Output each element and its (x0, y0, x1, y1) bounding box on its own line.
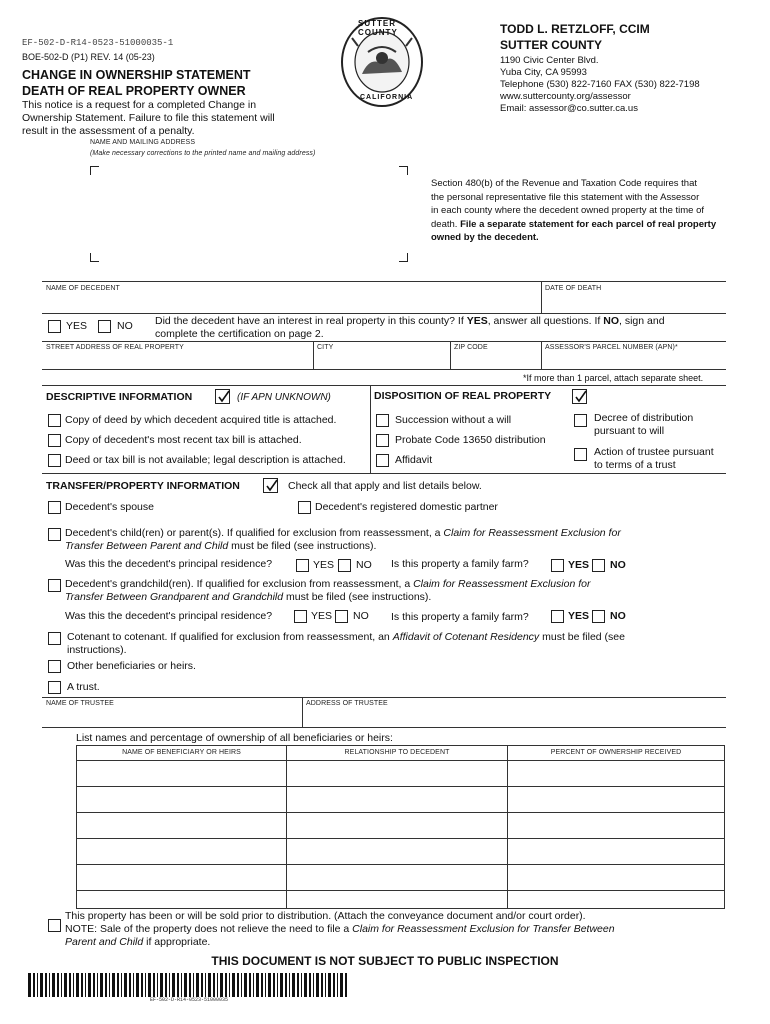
grandchild-farm-no-checkbox[interactable] (592, 610, 605, 623)
transfer-instruction: Check all that apply and list details below. (288, 480, 482, 492)
grandchild-residence-yes-label: YES (311, 610, 333, 622)
domestic-partner-label: Decedent's registered domestic partner (315, 501, 498, 513)
mailing-address-label: NAME AND MAILING ADDRESS (90, 139, 196, 146)
corner-mark (399, 166, 408, 175)
child-text: Decedent's child(ren) or parent(s). If qualified for exclusion from reassessment, a (65, 527, 444, 539)
grandchild-residence-yes-checkbox[interactable] (294, 610, 307, 623)
decree-label (594, 412, 693, 438)
deed-attached-checkbox[interactable] (48, 414, 61, 427)
succession-checkbox[interactable] (376, 414, 389, 427)
child-residence-no-checkbox[interactable] (338, 559, 351, 572)
corner-mark (90, 253, 99, 262)
form-title-line2: DEATH OF REAL PROPERTY OWNER (22, 84, 246, 98)
child-residence-yes-checkbox[interactable] (296, 559, 309, 572)
decree-checkbox[interactable] (574, 414, 587, 427)
barcode-text: EF-502-D-R14-0523-51000035 (150, 997, 229, 1003)
succession-label: Succession without a will (395, 414, 512, 426)
grandchild-farm-yes-checkbox[interactable] (551, 610, 564, 623)
child-italic: Claim for Reassessment Exclusion for (443, 527, 621, 539)
legal-description-label: Deed or tax bill is not available; legal description is attached. (65, 454, 346, 466)
zip-code-field[interactable] (454, 353, 538, 367)
section-480-line: owned by the decedent. (431, 232, 539, 243)
trustee-address-label: ADDRESS OF TRUSTEE (306, 700, 388, 707)
apn-label: ASSESSOR'S PARCEL NUMBER (APN)* (545, 344, 678, 351)
question-bold: YES (466, 315, 488, 327)
interest-no-label: NO (117, 320, 133, 332)
form-number: BOE-502-D (P1) REV. 14 (05-23) (22, 52, 155, 62)
mailing-address-sublabel: (Make necessary corrections to the printed name and mailing address) (90, 150, 316, 157)
sold-line (65, 923, 730, 936)
cotenant-italic: Affidavit of Cotenant Residency (392, 631, 540, 643)
checkmark-icon (217, 390, 230, 403)
child-farm-no-checkbox[interactable] (592, 559, 605, 572)
assessor-website: www.suttercounty.org/assessor (500, 91, 631, 102)
domestic-partner-checkbox[interactable] (298, 501, 311, 514)
corner-mark (90, 166, 99, 175)
grandchild-text: Decedent's grandchild(ren). If qualified for exclusion from reassessment, a (65, 578, 414, 590)
trustee-name-field[interactable] (46, 710, 298, 725)
grandchild-italic: Claim for Reassessment Exclusion for (413, 578, 591, 590)
grandchild-residence-no-label: NO (353, 610, 369, 622)
sold-prior-label (65, 910, 730, 949)
cotenant-text: instructions). (67, 644, 127, 656)
child-parent-checkbox[interactable] (48, 528, 61, 541)
sold-text: NOTE: Sale of the property does not relieve the need to file a (65, 923, 353, 935)
child-text: must be filed (see instructions). (228, 540, 377, 552)
trustee-action-line: to terms of a trust (594, 459, 676, 471)
mailing-address-box[interactable] (90, 166, 408, 262)
notice-line: result in the assessment of a penalty. (22, 125, 195, 137)
assessor-contact (500, 55, 700, 115)
spouse-label: Decedent's spouse (65, 501, 154, 513)
child-residence-no-label: NO (356, 559, 372, 571)
interest-yes-label: YES (66, 320, 88, 332)
assessor-phone: Telephone (530) 822-7160 FAX (530) 822-7198 (500, 79, 700, 90)
sold-line: This property has been or will be sold prior to distribution. (Attach the conveyance document and/or court order). (65, 910, 586, 922)
sold-prior-checkbox[interactable] (48, 919, 61, 932)
apn-field[interactable] (545, 353, 723, 367)
disposition-heading: DISPOSITION OF REAL PROPERTY (374, 390, 552, 402)
interest-question (155, 315, 725, 341)
street-address-label: STREET ADDRESS OF REAL PROPERTY (46, 344, 184, 351)
section-480-line: Section 480(b) of the Revenue and Taxation Code requires that (431, 178, 697, 189)
table-row[interactable] (77, 891, 724, 908)
section-480-line: in each county where the decedent owned property at the time of (431, 205, 705, 216)
table-row[interactable] (77, 813, 724, 838)
barcode-icon (28, 973, 350, 997)
assessor-street: 1190 Civic Center Blvd. (500, 55, 599, 66)
grandchild-farm-question: Is this property a family farm? (391, 611, 529, 623)
grandchild-farm-yes-label: YES (568, 610, 590, 622)
trustee-address-field[interactable] (306, 710, 724, 725)
interest-no-checkbox[interactable] (98, 320, 111, 333)
trustee-name-label: NAME OF TRUSTEE (46, 700, 114, 707)
table-row[interactable] (77, 761, 724, 786)
assessor-email: Email: assessor@co.sutter.ca.us (500, 103, 638, 114)
grandchild-italic: Transfer Between Grandparent and Grandchild (65, 591, 284, 603)
other-beneficiaries-checkbox[interactable] (48, 660, 61, 673)
sold-italic: Claim for Reassessment Exclusion for Transfer Between (352, 923, 615, 935)
apn-note: *If more than 1 parcel, attach separate sheet. (523, 373, 704, 383)
spouse-checkbox[interactable] (48, 501, 61, 514)
trustee-action-label (594, 446, 714, 472)
grandchild-residence-no-checkbox[interactable] (335, 610, 348, 623)
cotenant-checkbox[interactable] (48, 632, 61, 645)
child-residence-yes-label: YES (313, 559, 335, 571)
county-seal-logo (340, 16, 424, 108)
trustee-action-line: Action of trustee pursuant (594, 446, 714, 458)
affidavit-label: Affidavit (395, 454, 433, 466)
grandchild-residence-question: Was this the decedent's principal residence? (65, 610, 273, 622)
deed-attached-label: Copy of deed by which decedent acquired title is attached. (65, 414, 337, 426)
seal-top-text: SUTTER COUNTY (358, 19, 398, 37)
form-title-line1: CHANGE IN OWNERSHIP STATEMENT (22, 68, 251, 82)
descriptive-check[interactable] (215, 389, 230, 404)
child-farm-yes-label: YES (568, 559, 590, 571)
form-code: EF-502-D-R14-0523-51000035-1 (22, 38, 174, 48)
beneficiaries-table (76, 745, 725, 909)
zip-code-label: ZIP CODE (454, 344, 488, 351)
date-of-death-label: DATE OF DEATH (545, 285, 602, 292)
section-480-line: the personal representative file this statement with the Assessor (431, 191, 700, 203)
tax-bill-attached-checkbox[interactable] (48, 434, 61, 447)
child-parent-label (65, 527, 725, 553)
question-text: complete the certification on page 2. (155, 328, 324, 340)
street-address-field[interactable] (46, 353, 310, 367)
probate-label: Probate Code 13650 distribution (395, 434, 546, 446)
cotenant-text: must be filed (see (539, 631, 625, 643)
section-480-text: death. (431, 218, 461, 230)
affidavit-checkbox[interactable] (376, 454, 389, 467)
descriptive-heading-note: (IF APN UNKNOWN) (237, 392, 331, 403)
transfer-heading: TRANSFER/PROPERTY INFORMATION (46, 480, 240, 492)
col-relationship: RELATIONSHIP TO DECEDENT (344, 749, 450, 756)
grandchild-text: must be filed (see instructions). (283, 591, 432, 603)
decedent-name-field[interactable] (46, 295, 536, 311)
trust-label: A trust. (67, 681, 100, 693)
question-bold: NO (603, 315, 620, 327)
notice-line: Ownership Statement. Failure to file this statement will (22, 112, 275, 124)
penalty-notice (22, 99, 322, 138)
decree-label-line: pursuant to will (594, 425, 665, 437)
question-text: , answer all questions. If (487, 315, 604, 327)
child-farm-question: Is this property a family farm? (391, 558, 529, 570)
assessor-county: SUTTER COUNTY (500, 38, 602, 52)
city-label: CITY (317, 344, 334, 351)
grandchild-farm-no-label: NO (610, 610, 626, 622)
tax-bill-attached-label: Copy of decedent's most recent tax bill is attached. (65, 434, 302, 446)
sold-italic: Parent and Child (65, 936, 144, 948)
question-text: Did the decedent have an interest in real property in this county? If (155, 315, 467, 327)
public-inspection-notice: THIS DOCUMENT IS NOT SUBJECT TO PUBLIC INSPECTION (211, 954, 559, 968)
seal-bottom-text: CALIFORNIA (360, 94, 414, 101)
checkmark-icon (265, 479, 278, 492)
child-residence-question: Was this the decedent's principal residence? (65, 558, 273, 570)
sold-line (65, 936, 730, 949)
assessor-city: Yuba City, CA 95993 (500, 67, 587, 78)
decedent-name-label: NAME OF DECEDENT (46, 285, 120, 292)
beneficiaries-intro: List names and percentage of ownership of all beneficiaries or heirs: (76, 732, 393, 744)
disposition-check[interactable] (572, 389, 587, 404)
table-row[interactable] (77, 865, 724, 890)
city-field[interactable] (317, 353, 447, 367)
decree-label-line: Decree of distribution (594, 412, 694, 424)
notice-line: This notice is a request for a completed Change in (22, 99, 257, 111)
child-italic: Transfer Between Parent and Child (65, 540, 229, 552)
descriptive-heading: DESCRIPTIVE INFORMATION (46, 391, 193, 403)
section-480-line (431, 218, 731, 232)
table-row[interactable] (77, 787, 724, 812)
interest-yes-checkbox[interactable] (48, 320, 61, 333)
transfer-check[interactable] (263, 478, 278, 493)
section-480-bold: File a separate statement for each parcel of real property (460, 218, 717, 230)
table-row[interactable] (77, 839, 724, 864)
section-480-notice (431, 177, 731, 245)
col-percent-ownership: PERCENT OF OWNERSHIP RECEIVED (550, 749, 682, 756)
question-text: , sign and (619, 315, 665, 327)
legal-description-checkbox[interactable] (48, 454, 61, 467)
assessor-name: TODD L. RETZLOFF, CCIM (500, 22, 650, 36)
cotenant-label (67, 631, 727, 657)
grandchild-checkbox[interactable] (48, 579, 61, 592)
child-farm-no-label: NO (610, 559, 626, 571)
child-farm-yes-checkbox[interactable] (551, 559, 564, 572)
sold-text: if appropriate. (143, 936, 211, 948)
trustee-action-checkbox[interactable] (574, 448, 587, 461)
other-beneficiaries-label: Other beneficiaries or heirs. (67, 660, 196, 672)
grandchild-label (65, 578, 725, 604)
checkmark-icon (574, 390, 587, 403)
date-of-death-field[interactable] (545, 295, 723, 311)
probate-checkbox[interactable] (376, 434, 389, 447)
col-beneficiary-name: NAME OF BENEFICIARY OR HEIRS (122, 749, 241, 756)
trust-checkbox[interactable] (48, 681, 61, 694)
corner-mark (399, 253, 408, 262)
cotenant-text: Cotenant to cotenant. If qualified for exclusion from reassessment, an (67, 631, 393, 643)
